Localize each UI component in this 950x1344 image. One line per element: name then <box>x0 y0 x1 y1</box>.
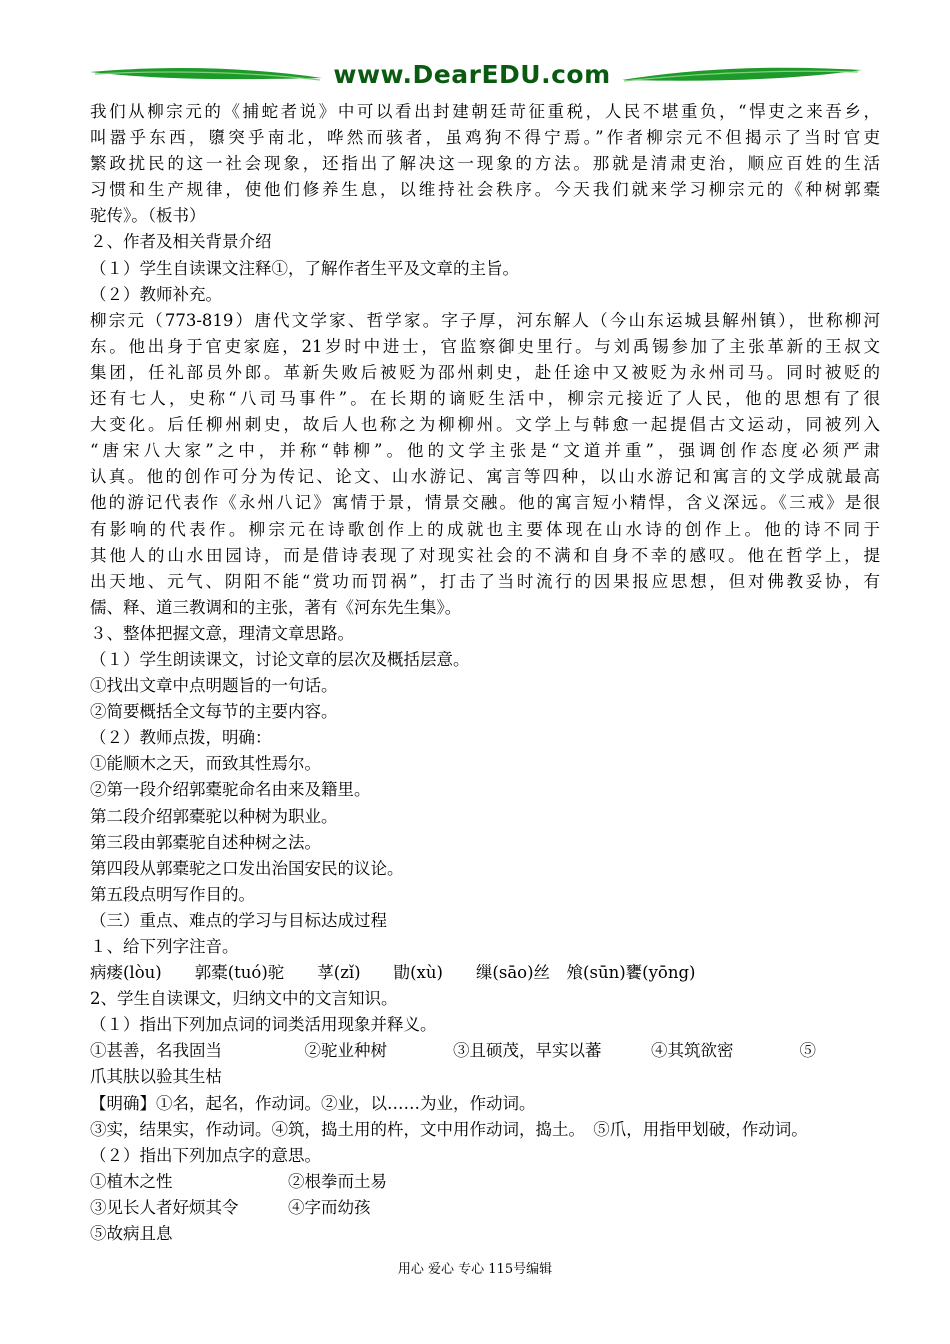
text-line: 还有七人，史称“八司马事件”。在长期的谪贬生活中，柳宗元接近了人民，他的思想有了很 <box>90 389 880 409</box>
text-line: 繁政扰民的这一社会现象，还指出了解决这一现象的方法。那就是清肃吏治，顺应百姓的生活 <box>90 154 880 174</box>
text-line: ①能顺木之天，而致其性焉尔。 <box>90 754 321 774</box>
text-line: 儒、释、道三教调和的主张，著有《河东先生集》。 <box>90 597 462 617</box>
text-line: 病瘘(lòu) 郭橐(tuó)驼 莩(zǐ) 勖(xù) 缫(sāo)丝 飧(sūn)饔(yōng) <box>90 963 696 983</box>
site-logo-text[interactable]: www.DearEDU.com <box>333 60 611 89</box>
text-line: 大变化。后任柳州刺史，故后人也称之为柳柳州。文学上与韩愈一起提倡古文运动，同被列入 <box>90 415 880 435</box>
text-line: 第五段点明写作目的。 <box>90 884 255 904</box>
text-line: （２）指出下列加点字的意思。 <box>90 1145 321 1165</box>
text-line: ⑤故病且息 <box>90 1224 173 1244</box>
text-line: 驼传》。（板书） <box>90 206 206 226</box>
text-line: 集团，任礼部员外郎。革新失败后被贬为邵州刺史，赴任途中又被贬为永州司马。同时被贬的 <box>90 362 880 382</box>
text-line: 第三段由郭橐驼自述种树之法。 <box>90 832 321 852</box>
text-line: 柳宗元（773-819）唐代文学家、哲学家。字子厚，河东解人（今山东运城县解州镇），世称柳河 <box>90 310 880 330</box>
text-line: ①甚善，名我固当 ②驼业种树 ③且硕茂，早实以蕃 ④其筑欲密 ⑤ <box>90 1041 816 1061</box>
text-line: 【明确】①名，起名，作动词。②业，以……为业，作动词。 <box>90 1093 536 1113</box>
text-line: （１）学生自读课文注释①，了解作者生平及文章的主旨。 <box>90 258 519 278</box>
section-heading: ３、整体把握文意，理清文章思路。 <box>90 623 354 643</box>
text-line: 叫嚣乎东西，隳突乎南北，哗然而骇者，虽鸡狗不得宁焉。”作者柳宗元不但揭示了当时官吏 <box>90 128 880 148</box>
text-line: （１）学生朗读课文，讨论文章的层次及概括层意。 <box>90 649 470 669</box>
text-line: （２）教师点拨，明确： <box>90 728 272 748</box>
text-line: ②第一段介绍郭橐驼命名由来及籍里。 <box>90 780 371 800</box>
section-heading: ２、作者及相关背景介绍 <box>90 232 272 252</box>
page-footer: 用心 爱心 专心 115号编辑 <box>397 1262 553 1277</box>
text-line: ①找出文章中点明题旨的一句话。 <box>90 676 338 696</box>
text-line: 认真。他的创作可分为传记、论文、山水游记、寓言等四种，以山水游记和寓言的文学成就最高 <box>90 467 880 487</box>
text-line: （１）指出下列加点词的词类活用现象并释义。 <box>90 1015 437 1035</box>
text-line: ②简要概括全文每节的主要内容。 <box>90 702 338 722</box>
text-line: 第二段介绍郭橐驼以种树为职业。 <box>90 806 338 826</box>
section-heading: （三）重点、难点的学习与目标达成过程 <box>90 910 387 930</box>
section-heading: １、给下列字注音。 <box>90 937 239 956</box>
text-line: ①植木之性 ②根拳而土易 <box>90 1171 387 1191</box>
text-line: ③实，结果实，作动词。④筑，捣土用的杵，文中用作动词，捣土。 ⑤爪，用指甲划破，作动词。 <box>90 1119 808 1139</box>
site-header-banner <box>90 58 862 98</box>
text-line: 第四段从郭橐驼之口发出治国安民的议论。 <box>90 858 404 878</box>
text-line: ③见长人者好烦其令 ④字而幼孩 <box>90 1197 371 1217</box>
text-line: 我们从柳宗元的《捕蛇者说》中可以看出封建朝廷苛征重税，人民不堪重负，“悍吏之来吾乡， <box>90 102 880 121</box>
text-line: 出天地、元气、阴阳不能“赏功而罚祸”，打击了当时流行的因果报应思想，但对佛教妥协，有 <box>90 571 880 591</box>
section-heading: 2、学生自读课文，归纳文中的文言知识。 <box>90 989 398 1009</box>
text-line: 习惯和生产规律，使他们修养生息，以维持社会秩序。今天我们就来学习柳宗元的《种树郭橐 <box>90 180 880 200</box>
text-line: （２）教师补充。 <box>90 284 222 304</box>
document-body <box>90 99 880 1247</box>
text-line: 其他人的山水田园诗，而是借诗表现了对现实社会的不满和自身不幸的感叹。他在哲学上，提 <box>90 545 880 565</box>
text-line: 他的游记代表作《永州八记》寓情于景，情景交融。他的寓言短小精悍，含义深远。《三戒》是很 <box>90 493 880 513</box>
text-line: “唐宋八大家”之中，并称“韩柳”。他的文学主张是“文道并重”，强调创作态度必须严肃 <box>90 441 880 461</box>
text-line: 爪其肤以验其生枯 <box>90 1067 222 1087</box>
text-line: 东。他出身于官吏家庭，21岁时中进士，官监察御史里行。与刘禹锡参加了主张革新的王叔文 <box>90 336 880 356</box>
text-line: 有影响的代表作。柳宗元在诗歌创作上的成就也主要体现在山水诗的创作上。他的诗不同于 <box>90 519 880 539</box>
